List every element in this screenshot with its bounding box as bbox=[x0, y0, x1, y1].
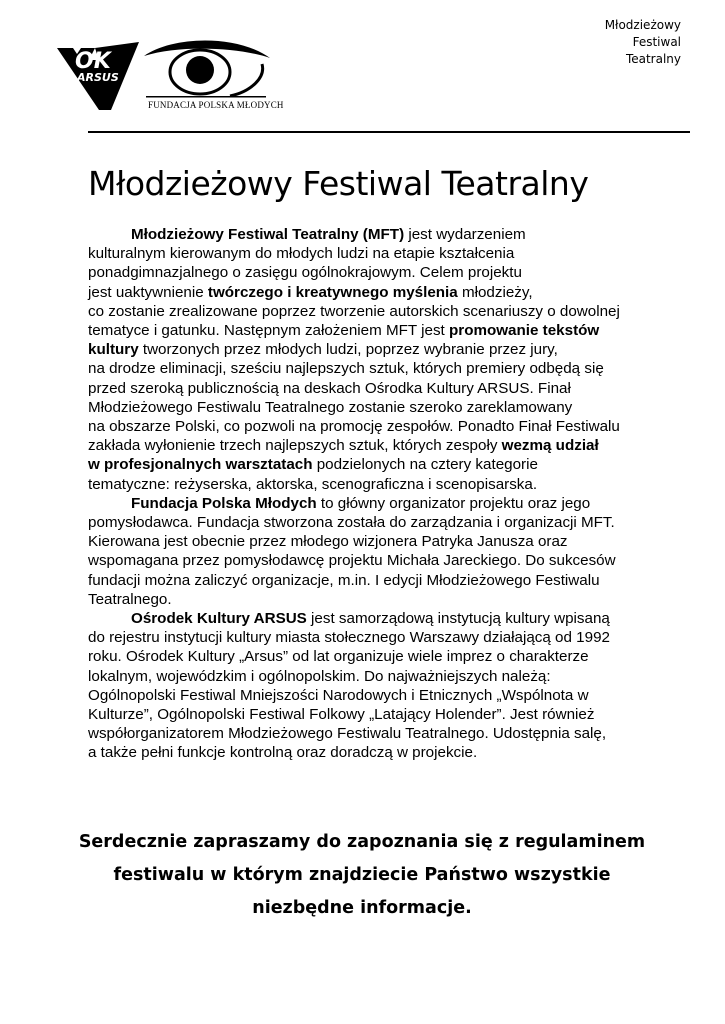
text-line: roku. Ośrodek Kultury „Arsus” od lat organizuje wiele imprez o charakterze bbox=[88, 648, 589, 666]
paragraph-foundation bbox=[88, 494, 638, 609]
text-line: co zostanie zrealizowane poprzez tworzenie autorskich scenariuszy o dowolnej bbox=[88, 302, 620, 320]
text-line: lokalnym, wojewódzkim i ogólnopolskim. Do najważniejszych należą: bbox=[88, 667, 551, 685]
text-line: fundacji można zaliczyć organizacje, m.in. I edycji Młodzieżowego Festiwalu bbox=[88, 571, 600, 589]
bold-phrase: kultury bbox=[88, 341, 139, 359]
text-line: do rejestru instytucji kultury miasta stołecznego Warszawy działającą od 1992 bbox=[88, 629, 610, 647]
text-line: na obszarze Polski, co pozwoli na promocję zespołów. Ponadto Finał Festiwalu bbox=[88, 418, 620, 436]
header-running-title bbox=[605, 17, 681, 68]
page-title: Młodzieżowy Festiwal Teatralny bbox=[88, 164, 589, 203]
text-line: jest uaktywnienie twórczego i kreatywnego myślenia młodzieży, bbox=[88, 283, 533, 301]
text-line: Fundacja Polska Młodych to główny organizator projektu oraz jego bbox=[131, 494, 591, 512]
text-line: wspomagana przez pomysłodawcę projektu Michała Jareckiego. Do sukcesów bbox=[88, 552, 616, 570]
closing-line: Serdecznie zapraszamy do zapoznania się z regulaminem bbox=[78, 832, 646, 852]
ok-arsus-logo bbox=[55, 38, 140, 116]
text-line: pomysłodawca. Fundacja stworzona została do zarządzania i organizacji MFT. bbox=[88, 514, 615, 532]
text-line: Młodzieżowy Festiwal Teatralny (MFT) jest wydarzeniem bbox=[131, 226, 526, 243]
text-line: Kulturze”, Ogólnopolski Festiwal Folkowy „Latający Holender”. Jest również bbox=[88, 706, 595, 724]
closing-line: niezbędne informacje. bbox=[252, 898, 472, 918]
foundation-logo-text: FUNDACJA POLSKA MŁODYCH bbox=[148, 100, 284, 110]
text-line: kultury tworzonych przez młodych ludzi, poprzez wybranie przez jury, bbox=[88, 341, 558, 359]
text-line: przed szeroką publicznością na deskach Ośrodka Kultury ARSUS. Finał bbox=[88, 379, 571, 397]
header-line: Młodzieżowy bbox=[604, 18, 681, 32]
text-line: na drodze eliminacji, sześciu najlepszych sztuk, których premiery odbędą się bbox=[88, 360, 604, 378]
article-body bbox=[88, 225, 638, 763]
bold-phrase: promowanie tekstów bbox=[449, 322, 600, 340]
text-line: Teatralnego. bbox=[88, 590, 172, 608]
text-line: ponadgimnazjalnego o zasięgu ogólnokrajowym. Celem projektu bbox=[88, 264, 522, 282]
arsus-logo-text: ARSUS bbox=[77, 71, 119, 84]
text-line: tematyczne: reżyserska, aktorska, scenograficzna i scenopisarska. bbox=[88, 475, 538, 493]
closing-line: festiwalu w którym znajdziecie Państwo wszystkie bbox=[113, 865, 611, 885]
header-line: Festiwal bbox=[632, 35, 681, 49]
bold-phrase: wezmą udział bbox=[501, 437, 599, 455]
text-line: współorganizatorem Młodzieżowego Festiwalu Teatralnego. Udostępnia salę, bbox=[88, 725, 607, 743]
ok-logo-text: OK bbox=[75, 49, 111, 74]
text-line: Ośrodek Kultury ARSUS jest samorządową instytucją kultury wpisaną bbox=[131, 610, 610, 628]
text-line: a także pełni funkcje kontrolną oraz doradczą w projekcie. bbox=[88, 744, 478, 762]
bold-phrase: w profesjonalnych warsztatach bbox=[88, 456, 313, 474]
bold-phrase: twórczego i kreatywnego myślenia bbox=[207, 283, 458, 301]
bold-phrase: Młodzieżowy Festiwal Teatralny (MFT) bbox=[131, 226, 405, 243]
bold-phrase: Fundacja Polska Młodych bbox=[131, 494, 317, 512]
text-line: Kierowana jest obecnie przez młodego wizjonera Patryka Janusza oraz bbox=[88, 533, 568, 551]
text-line: tematyce i gatunku. Następnym założeniem MFT jest promowanie tekstów bbox=[88, 322, 600, 340]
paragraph-festival bbox=[88, 225, 638, 494]
bold-phrase: Ośrodek Kultury ARSUS bbox=[131, 610, 307, 628]
text-line: zakłada wyłonienie trzech najlepszych sztuk, których zespoły wezmą udział bbox=[88, 437, 599, 455]
text-line: Ogólnopolski Festiwal Mniejszości Narodowych i Etnicznych „Wspólnota w bbox=[88, 686, 589, 704]
header-divider bbox=[88, 131, 690, 133]
header-line: Teatralny bbox=[625, 52, 681, 66]
paragraph-arsus bbox=[88, 609, 638, 763]
text-line: kulturalnym kierowanym do młodych ludzi na etapie kształcenia bbox=[88, 245, 515, 263]
closing-invitation bbox=[62, 826, 662, 925]
text-line: Młodzieżowego Festiwalu Teatralnego zostanie szeroko zareklamowany bbox=[88, 398, 573, 416]
text-line: w profesjonalnych warsztatach podzielonych na cztery kategorie bbox=[88, 456, 538, 474]
